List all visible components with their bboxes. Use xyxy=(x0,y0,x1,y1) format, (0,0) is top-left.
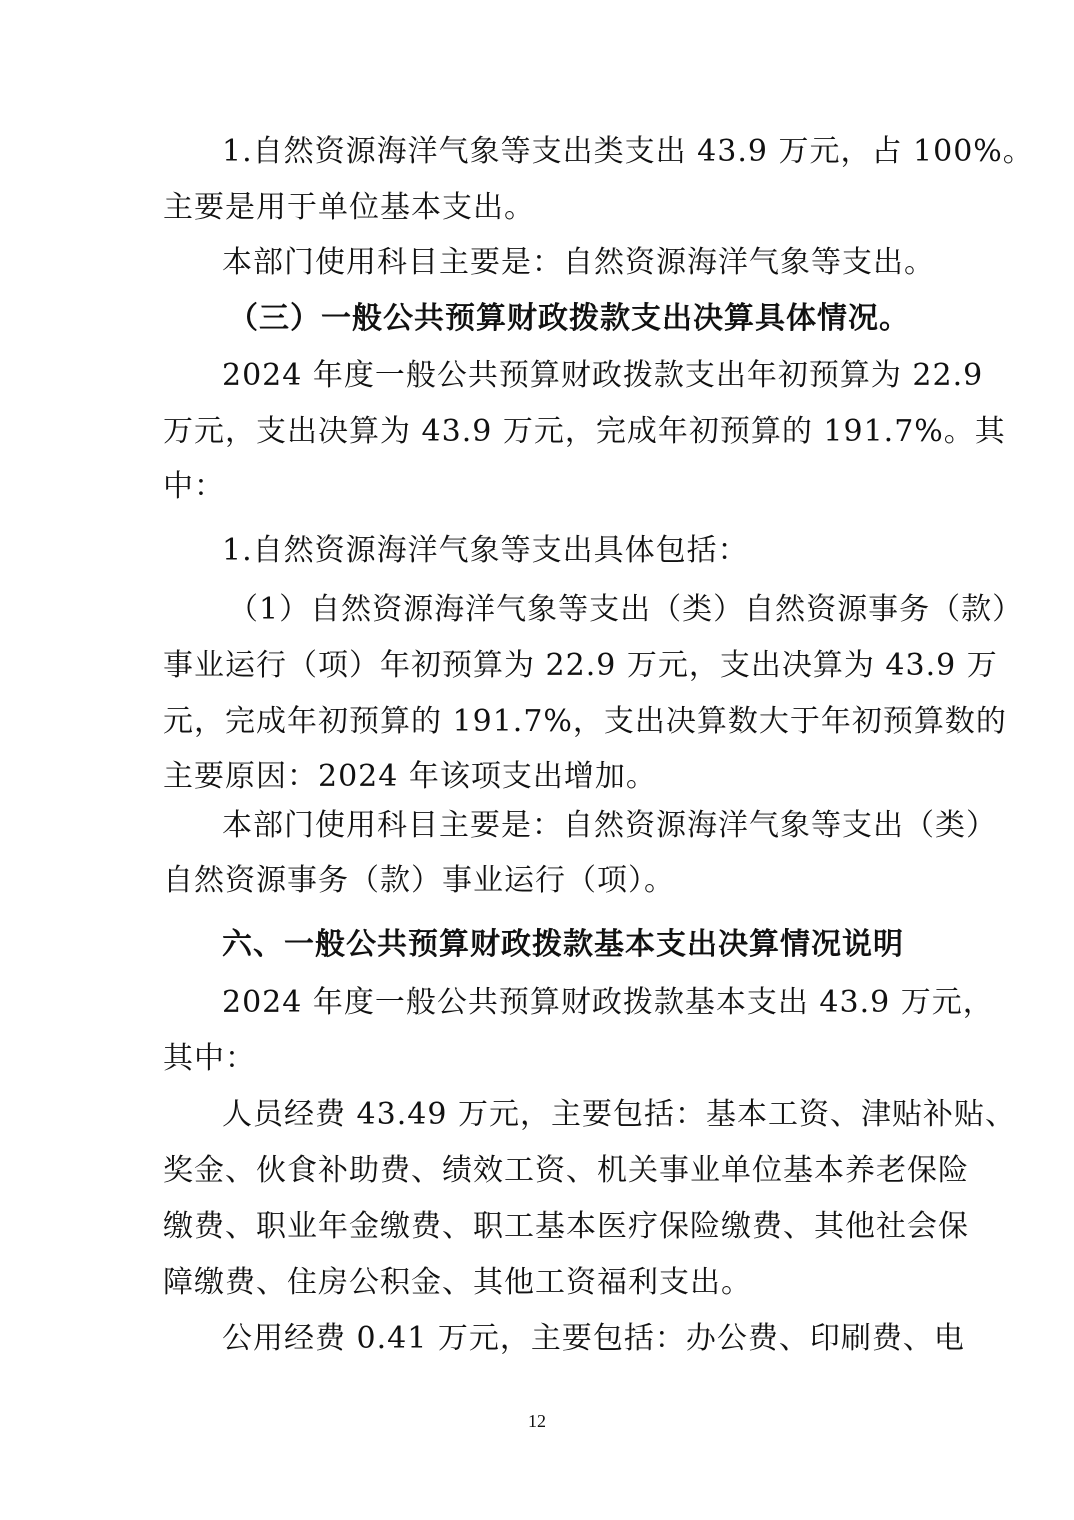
paragraph-line: 公用经费 0.41 万元，主要包括：办公费、印刷费、电 xyxy=(222,1321,965,1356)
paragraph-line: 本部门使用科目主要是：自然资源海洋气象等支出（类） xyxy=(222,808,997,843)
paragraph-line: 元，完成年初预算的 191.7%，支出决算数大于年初预算数的 xyxy=(163,704,1007,739)
paragraph-line: 缴费、职业年金缴费、职工基本医疗保险缴费、其他社会保 xyxy=(163,1209,969,1244)
paragraph-line: 主要原因：2024 年该项支出增加。 xyxy=(163,759,657,794)
section-heading-3: （三）一般公共预算财政拨款支出决算具体情况。 xyxy=(228,301,910,336)
paragraph-line: 其中： xyxy=(163,1041,256,1076)
page-number: 12 xyxy=(528,1411,546,1431)
paragraph-line: 奖金、伙食补助费、绩效工资、机关事业单位基本养老保险 xyxy=(163,1153,969,1188)
paragraph-line: 事业运行（项）年初预算为 22.9 万元，支出决算为 43.9 万 xyxy=(163,648,998,683)
paragraph-line: 主要是用于单位基本支出。 xyxy=(163,190,535,225)
paragraph-line: 1.自然资源海洋气象等支出具体包括： xyxy=(222,533,749,568)
paragraph-line: 万元，支出决算为 43.9 万元，完成年初预算的 191.7%。其 xyxy=(163,414,1006,449)
paragraph-line: 人员经费 43.49 万元，主要包括：基本工资、津贴补贴、 xyxy=(222,1097,1016,1132)
paragraph-line: 2024 年度一般公共预算财政拨款基本支出 43.9 万元， xyxy=(222,985,994,1020)
section-heading-6: 六、一般公共预算财政拨款基本支出决算情况说明 xyxy=(222,927,904,962)
paragraph-line: 1.自然资源海洋气象等支出类支出 43.9 万元，占 100%。 xyxy=(222,134,1034,169)
paragraph-line: 本部门使用科目主要是：自然资源海洋气象等支出。 xyxy=(222,245,935,280)
paragraph-line: 障缴费、住房公积金、其他工资福利支出。 xyxy=(163,1265,752,1300)
paragraph-line: 中： xyxy=(163,469,225,504)
paragraph-line: 自然资源事务（款）事业运行（项）。 xyxy=(163,863,675,898)
paragraph-line: 2024 年度一般公共预算财政拨款支出年初预算为 22.9 xyxy=(222,358,984,393)
paragraph-line: （1）自然资源海洋气象等支出（类）自然资源事务（款） xyxy=(228,592,1024,627)
